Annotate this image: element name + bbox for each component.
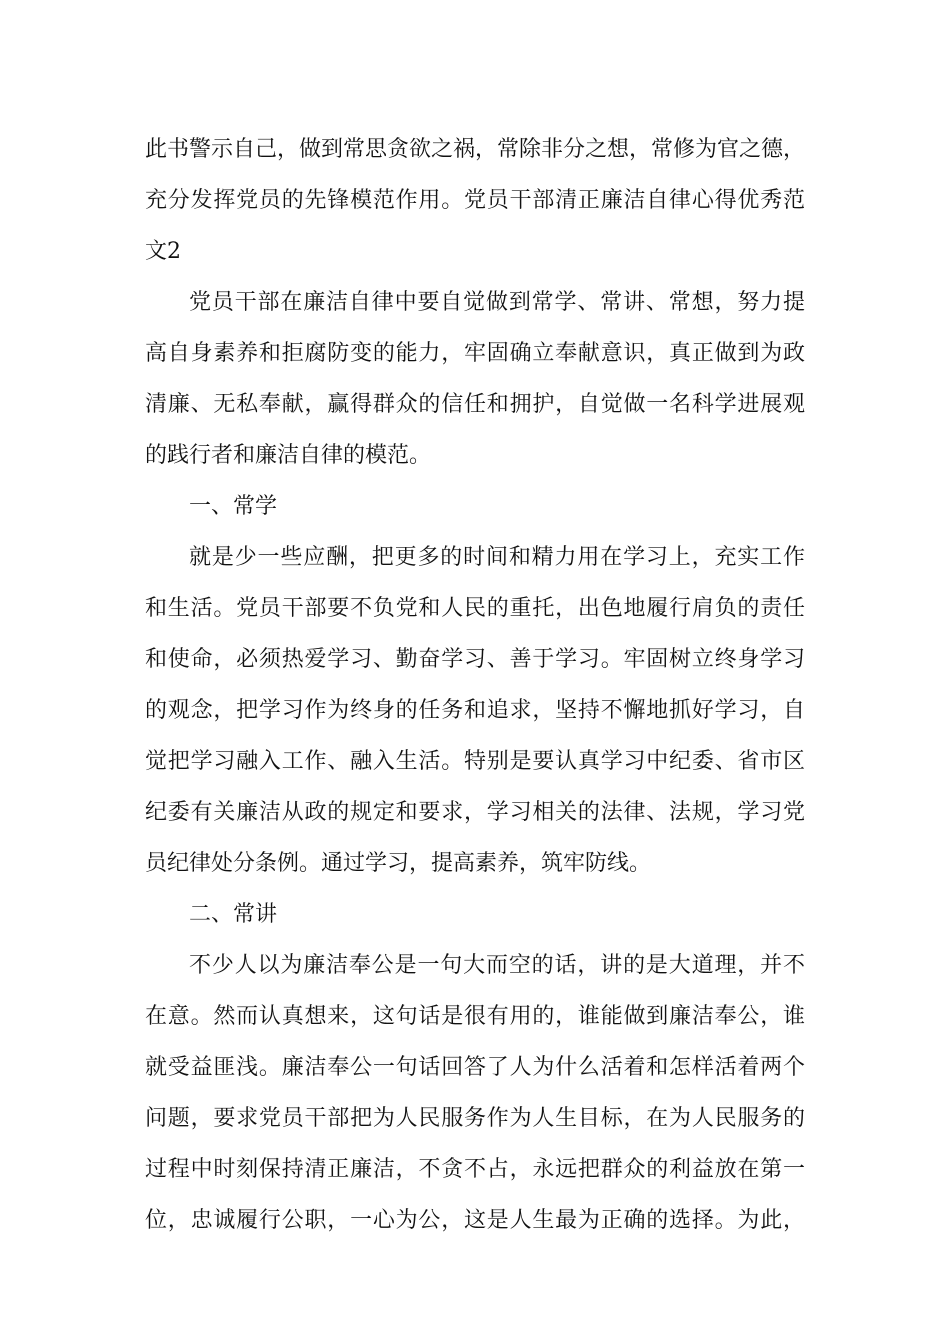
text-line: 过程中时刻保持清正廉洁，不贪不占，永远把群众的利益放在第一 [145,1157,805,1182]
text-line: 和使命，必须热爱学习、勤奋学习、善于学习。牢固树立终身学习 [145,647,805,672]
paragraph-first-line: 党员干部在廉洁自律中要自觉做到常学、常讲、常想，努力提 [189,290,805,315]
text-line: 员纪律处分条例。通过学习，提高素养，筑牢防线。 [145,851,652,876]
section-heading: 二、常讲 [189,902,278,927]
paragraph-first-line: 不少人以为廉洁奉公是一句大而空的话，讲的是大道理，并不 [189,953,805,978]
text-line: 就受益匪浅。廉洁奉公一句话回答了人为什么活着和怎样活着两个 [145,1055,805,1080]
text-line: 清廉、无私奉献，赢得群众的信任和拥护，自觉做一名科学进展观 [145,392,805,417]
text-line: 和生活。党员干部要不负党和人民的重托，出色地履行肩负的责任 [145,596,805,621]
text-line: 在意。然而认真想来，这句话是很有用的，谁能做到廉洁奉公，谁 [145,1004,805,1029]
text-line: 文2 [145,239,181,264]
text-line: 问题，要求党员干部把为人民服务作为人生目标，在为人民服务的 [145,1106,805,1131]
text-line: 觉把学习融入工作、融入生活。特别是要认真学习中纪委、省市区 [145,749,805,774]
text-line: 高自身素养和拒腐防变的能力，牢固确立奉献意识，真正做到为政 [145,341,805,366]
section-heading: 一、常学 [189,494,278,519]
text-line: 充分发挥党员的先锋模范作用。党员干部清正廉洁自律心得优秀范 [145,188,805,213]
text-line: 的观念，把学习作为终身的任务和追求，坚持不懈地抓好学习，自 [145,698,805,723]
text-line: 纪委有关廉洁从政的规定和要求，学习相关的法律、法规，学习党 [145,800,805,825]
paragraph-first-line: 就是少一些应酬，把更多的时间和精力用在学习上，充实工作 [189,545,805,570]
text-line: 的践行者和廉洁自律的模范。 [145,443,432,468]
text-line: 此书警示自己，做到常思贪欲之祸，常除非分之想，常修为官之德， [145,137,806,162]
text-line: 位，忠诚履行公职，一心为公，这是人生最为正确的选择。为此， [145,1208,805,1233]
